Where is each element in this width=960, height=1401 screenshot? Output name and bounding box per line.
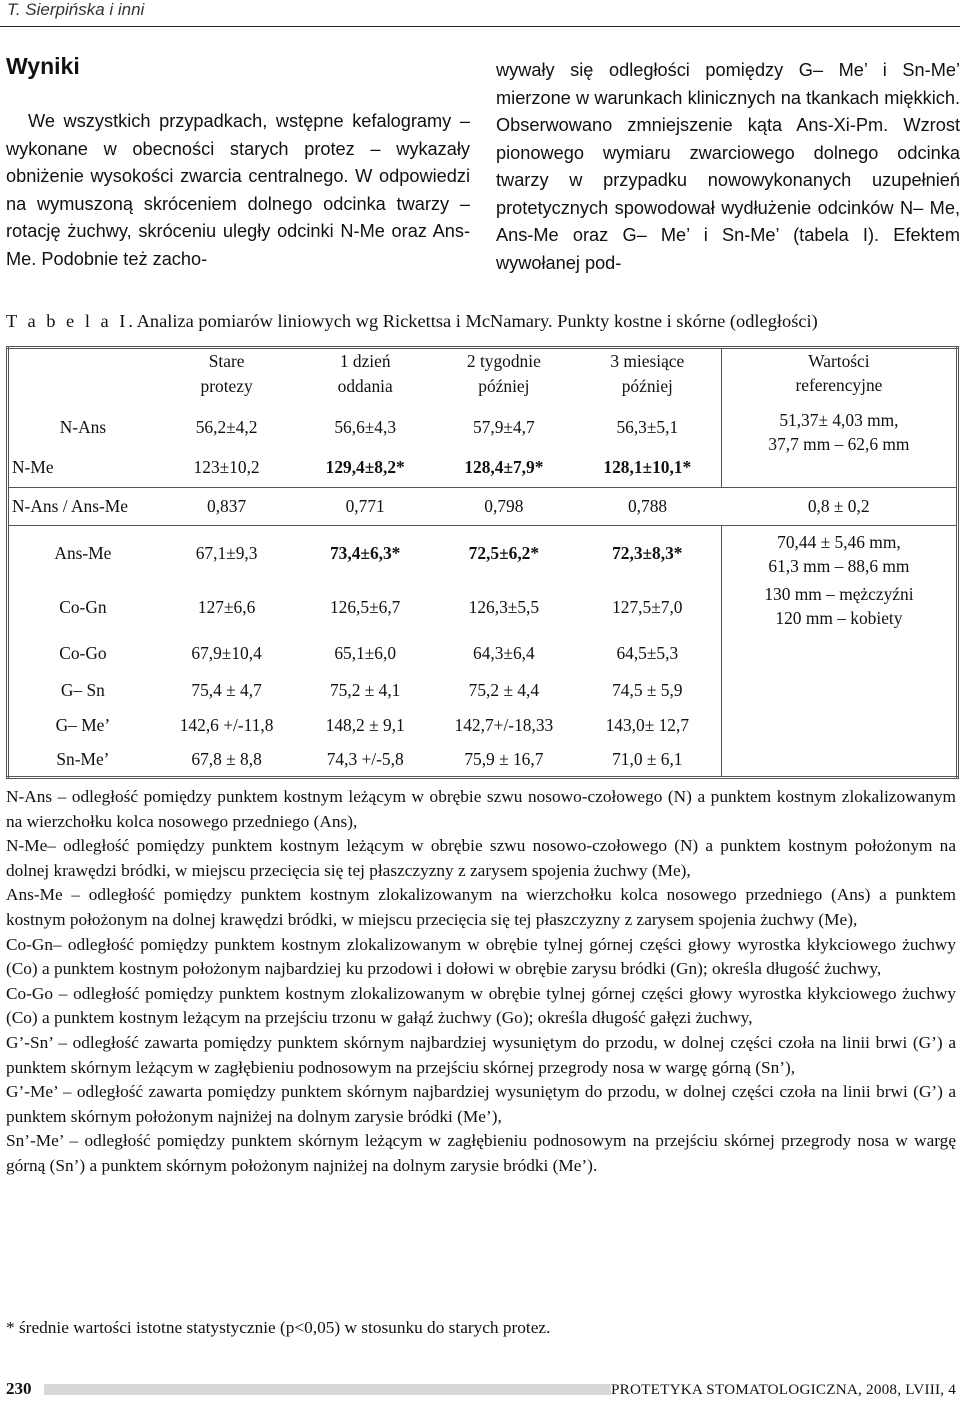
cell-value: 0,788 <box>574 488 722 526</box>
cell-value: 67,9±10,4 <box>191 643 262 663</box>
footnote: * średnie wartości istotne statystycznie (p<0,05) w stosunku do starych protez. <box>6 1318 551 1337</box>
table-row <box>8 488 958 526</box>
footer-rule <box>44 1384 611 1395</box>
cell-value: 72,5±6,2* <box>434 526 574 582</box>
cell-value: 128,1±10,1* <box>603 456 692 477</box>
cell-value: 126,5±6,7 <box>329 597 401 617</box>
row-label: N-Ans <box>59 417 107 437</box>
running-header: T. Sierpińska i inni <box>7 0 145 19</box>
header-three-months: 3 miesiące później <box>610 351 685 396</box>
row-label: N-Me <box>12 456 54 477</box>
definition-g-me: G’-Me’ – odległość zawarta pomiędzy punktem skórnym najbardziej wysuniętym do przodu, w dolnej części czoła na linii brwi (G’) a punktem skórnym położonym najniżej na dolnym zarysie bródki (Me’), <box>6 1082 956 1126</box>
cell-value: 75,9 ± 16,7 <box>464 749 544 770</box>
cell-value: 75,2 ± 4,4 <box>468 680 540 700</box>
definition-n-ans: N-Ans – odległość pomiędzy punktem kostnym leżącym w obrębie szwu nosowo-czołowego (N) a punktem kostnym zlokalizowanym na wierzchołku kolca nosowego przedniego (Ans), <box>6 787 956 831</box>
table-row <box>8 408 958 448</box>
cell-value: 75,2 ± 4,1 <box>329 680 401 700</box>
cell-value: 127±6,6 <box>197 597 256 617</box>
cell-value: 64,3±6,4 <box>473 643 535 663</box>
cell-value: 67,8 ± 8,8 <box>191 749 262 770</box>
cell-value: 143,0± 12,7 <box>605 715 690 735</box>
definition-n-me: N-Me– odległość pomiędzy punktem kostnym leżącym w obrębie szwu nosowo-czołowego (N) a punktem kostnym położonym na dolnej krawędzi bródki, w miejscu przecięcia się tej płaszczyzny z zarysem spojenia żuchwy (Me), <box>6 836 956 880</box>
cell-value: 129,4±8,2* <box>325 456 405 477</box>
table-row <box>8 526 958 582</box>
definition-co-go: Co-Go – odległość pomiędzy punktem kostnym zlokalizowanym w obrębie tylnej górnej części głowy wyrostka kłykciowego żuchwy (Co) a punktem kostnym leżącym na przejściu trzonu w gałąź żuchwy (Go); określa długość gałęzi żuchwy, <box>6 983 956 1028</box>
right-column <box>496 57 960 277</box>
header-rule <box>0 26 960 27</box>
cell-value: 73,4±6,3* <box>296 526 434 582</box>
row-label: Co-Go <box>59 643 107 663</box>
definition-sn-me: Sn’-Me’ – odległość pomiędzy punktem skórnym leżącym w zagłębieniu podnosowym na przejściu skórnej przegrody nosa w wargę górną (Sn’) a punktem skórnym położonym najniżej na dolnym zarysie bródki (Me’). <box>6 1131 956 1175</box>
header-old-dentures: Stare protezy <box>200 351 253 396</box>
cell-value: 71,0 ± 6,1 <box>612 749 683 770</box>
cell-value: 57,9±4,7 <box>473 417 535 437</box>
header-reference: Wartości referencyjne <box>721 348 957 408</box>
table-caption-label: T a b e l a I <box>6 311 129 331</box>
definition-g-sn: G’-Sn’ – odległość zawarta pomiędzy punktem skórnym najbardziej wysuniętym do przodu, w dolnej części czoła na linii brwi (G’) a punktem skórnym leżącym w zagłębieniu podnosowym na przejściu skórnej przegrody nosa w wargę górną (Sn’), <box>6 1032 956 1077</box>
cell-value: 123±10,2 <box>193 456 260 477</box>
cell-value: 74,3 +/-5,8 <box>326 749 404 770</box>
cell-value: 65,1±6,0 <box>334 643 397 663</box>
definition-co-gn: Co-Gn– odległość pomiędzy punktem kostnym zlokalizowanym w obrębie tylnej górnej części głowy wyrostka kłykciowego żuchwy (Co) a punktem kostnym położonym najbardziej ku przodowi i dołowi w obrębie zarysu bródki (Gn); określa długość żuchwy, <box>6 934 956 979</box>
cell-value: 148,2 ± 9,1 <box>325 715 405 735</box>
cell-value: 128,4±7,9* <box>464 456 544 477</box>
header-empty <box>8 348 157 408</box>
table-caption-text: . Analiza pomiarów liniowych wg Rickettsa i McNamary. Punkty kostne i skórne (odległości) <box>128 311 818 331</box>
definition-ans-me: Ans-Me – odległość pomiędzy punktem kostnym zlokalizowanym na wierzchołku kolca nosowego przedniego (Ans) a punktem kostnym położonym na dolnej krawędzi bródki, w miejscu przecięcia się tej płaszczyzny z zarysem spojenia żuchwy (Me), <box>6 885 956 929</box>
left-paragraph: We wszystkich przypadkach, wstępne kefalogramy – wykonane w obecności starych protez – wykazały obniżenie wysokości zwarcia centralnego. W odpowiedzi na wymuszoną skróceniem dolnego odcinka twarzy – rotację żuchwy, skróceniu uległy odcinki N-Me oraz Ans-Me. Podobnie też zacho- <box>6 111 470 269</box>
cell-value: 56,6±4,3 <box>334 417 397 437</box>
table-header-row <box>8 348 958 408</box>
cell-value: 0,771 <box>296 488 434 526</box>
cell-value: 0,798 <box>434 488 574 526</box>
cell-value: 64,5±5,3 <box>616 643 679 663</box>
definitions-block <box>6 785 956 1179</box>
cell-value: 127,5±7,0 <box>612 597 683 617</box>
cell-ref: 0,8 ± 0,2 <box>721 488 957 526</box>
cell-value: 67,1±9,3 <box>157 526 297 582</box>
table-caption <box>6 311 818 332</box>
header-two-weeks: 2 tygodnie później <box>466 351 541 396</box>
cell-value: 72,3±8,3* <box>574 526 722 582</box>
cell-value: 142,7+/-18,33 <box>454 715 554 735</box>
section-title: Wyniki <box>6 53 80 79</box>
right-paragraph: wywały się odległości pomiędzy G– Me’ i Sn-Me’ mierzone w warunkach klinicznych na tkankach miękkich. Obserwowano zmniejszenie kąta Ans-Xi-Pm. Wzrost pionowego wymiaru zwarciowego dolnego odcinka twarzy w przypadku nowowykonanych uzupełnień protetycznych spowodował wydłużenie odcinków N– Me, Ans-Me oraz G– Me’ i Sn-Me’ (tabela I). Efektem wywołanej pod- <box>496 60 960 273</box>
cell-value: 0,837 <box>157 488 297 526</box>
ref-cell-n-ans: 51,37± 4,03 mm, 37,7 mm – 62,6 mm <box>721 408 957 488</box>
cell-value: 56,3±5,1 <box>616 417 679 437</box>
row-label: Ans-Me <box>8 526 157 582</box>
page-number: 230 <box>6 1379 32 1398</box>
journal-title: PROTETYKA STOMATOLOGICZNA, 2008, LVIII, 4 <box>611 1381 956 1398</box>
row-label: G– Sn <box>60 680 105 700</box>
table-row <box>8 582 958 634</box>
row-label: G– Me’ <box>55 715 111 735</box>
cell-value: 126,3±5,5 <box>468 597 540 617</box>
cell-value: 56,2±4,2 <box>195 417 258 437</box>
row-label: Sn-Me’ <box>56 749 110 770</box>
left-column <box>6 108 470 273</box>
header-day-one: 1 dzień oddania <box>337 351 393 396</box>
ref-cell-co-gn: 130 mm – mężczyźni 120 mm – kobiety <box>721 582 957 778</box>
row-label: Co-Gn <box>59 597 107 617</box>
results-table <box>6 346 959 779</box>
cell-value: 75,4 ± 4,7 <box>191 680 262 700</box>
cell-value: 74,5 ± 5,9 <box>612 680 683 700</box>
ref-cell-ans-me: 70,44 ± 5,46 mm, 61,3 mm – 88,6 mm <box>721 526 957 582</box>
row-label: N-Ans / Ans-Me <box>8 488 157 526</box>
cell-value: 142,6 +/-11,8 <box>179 715 274 735</box>
